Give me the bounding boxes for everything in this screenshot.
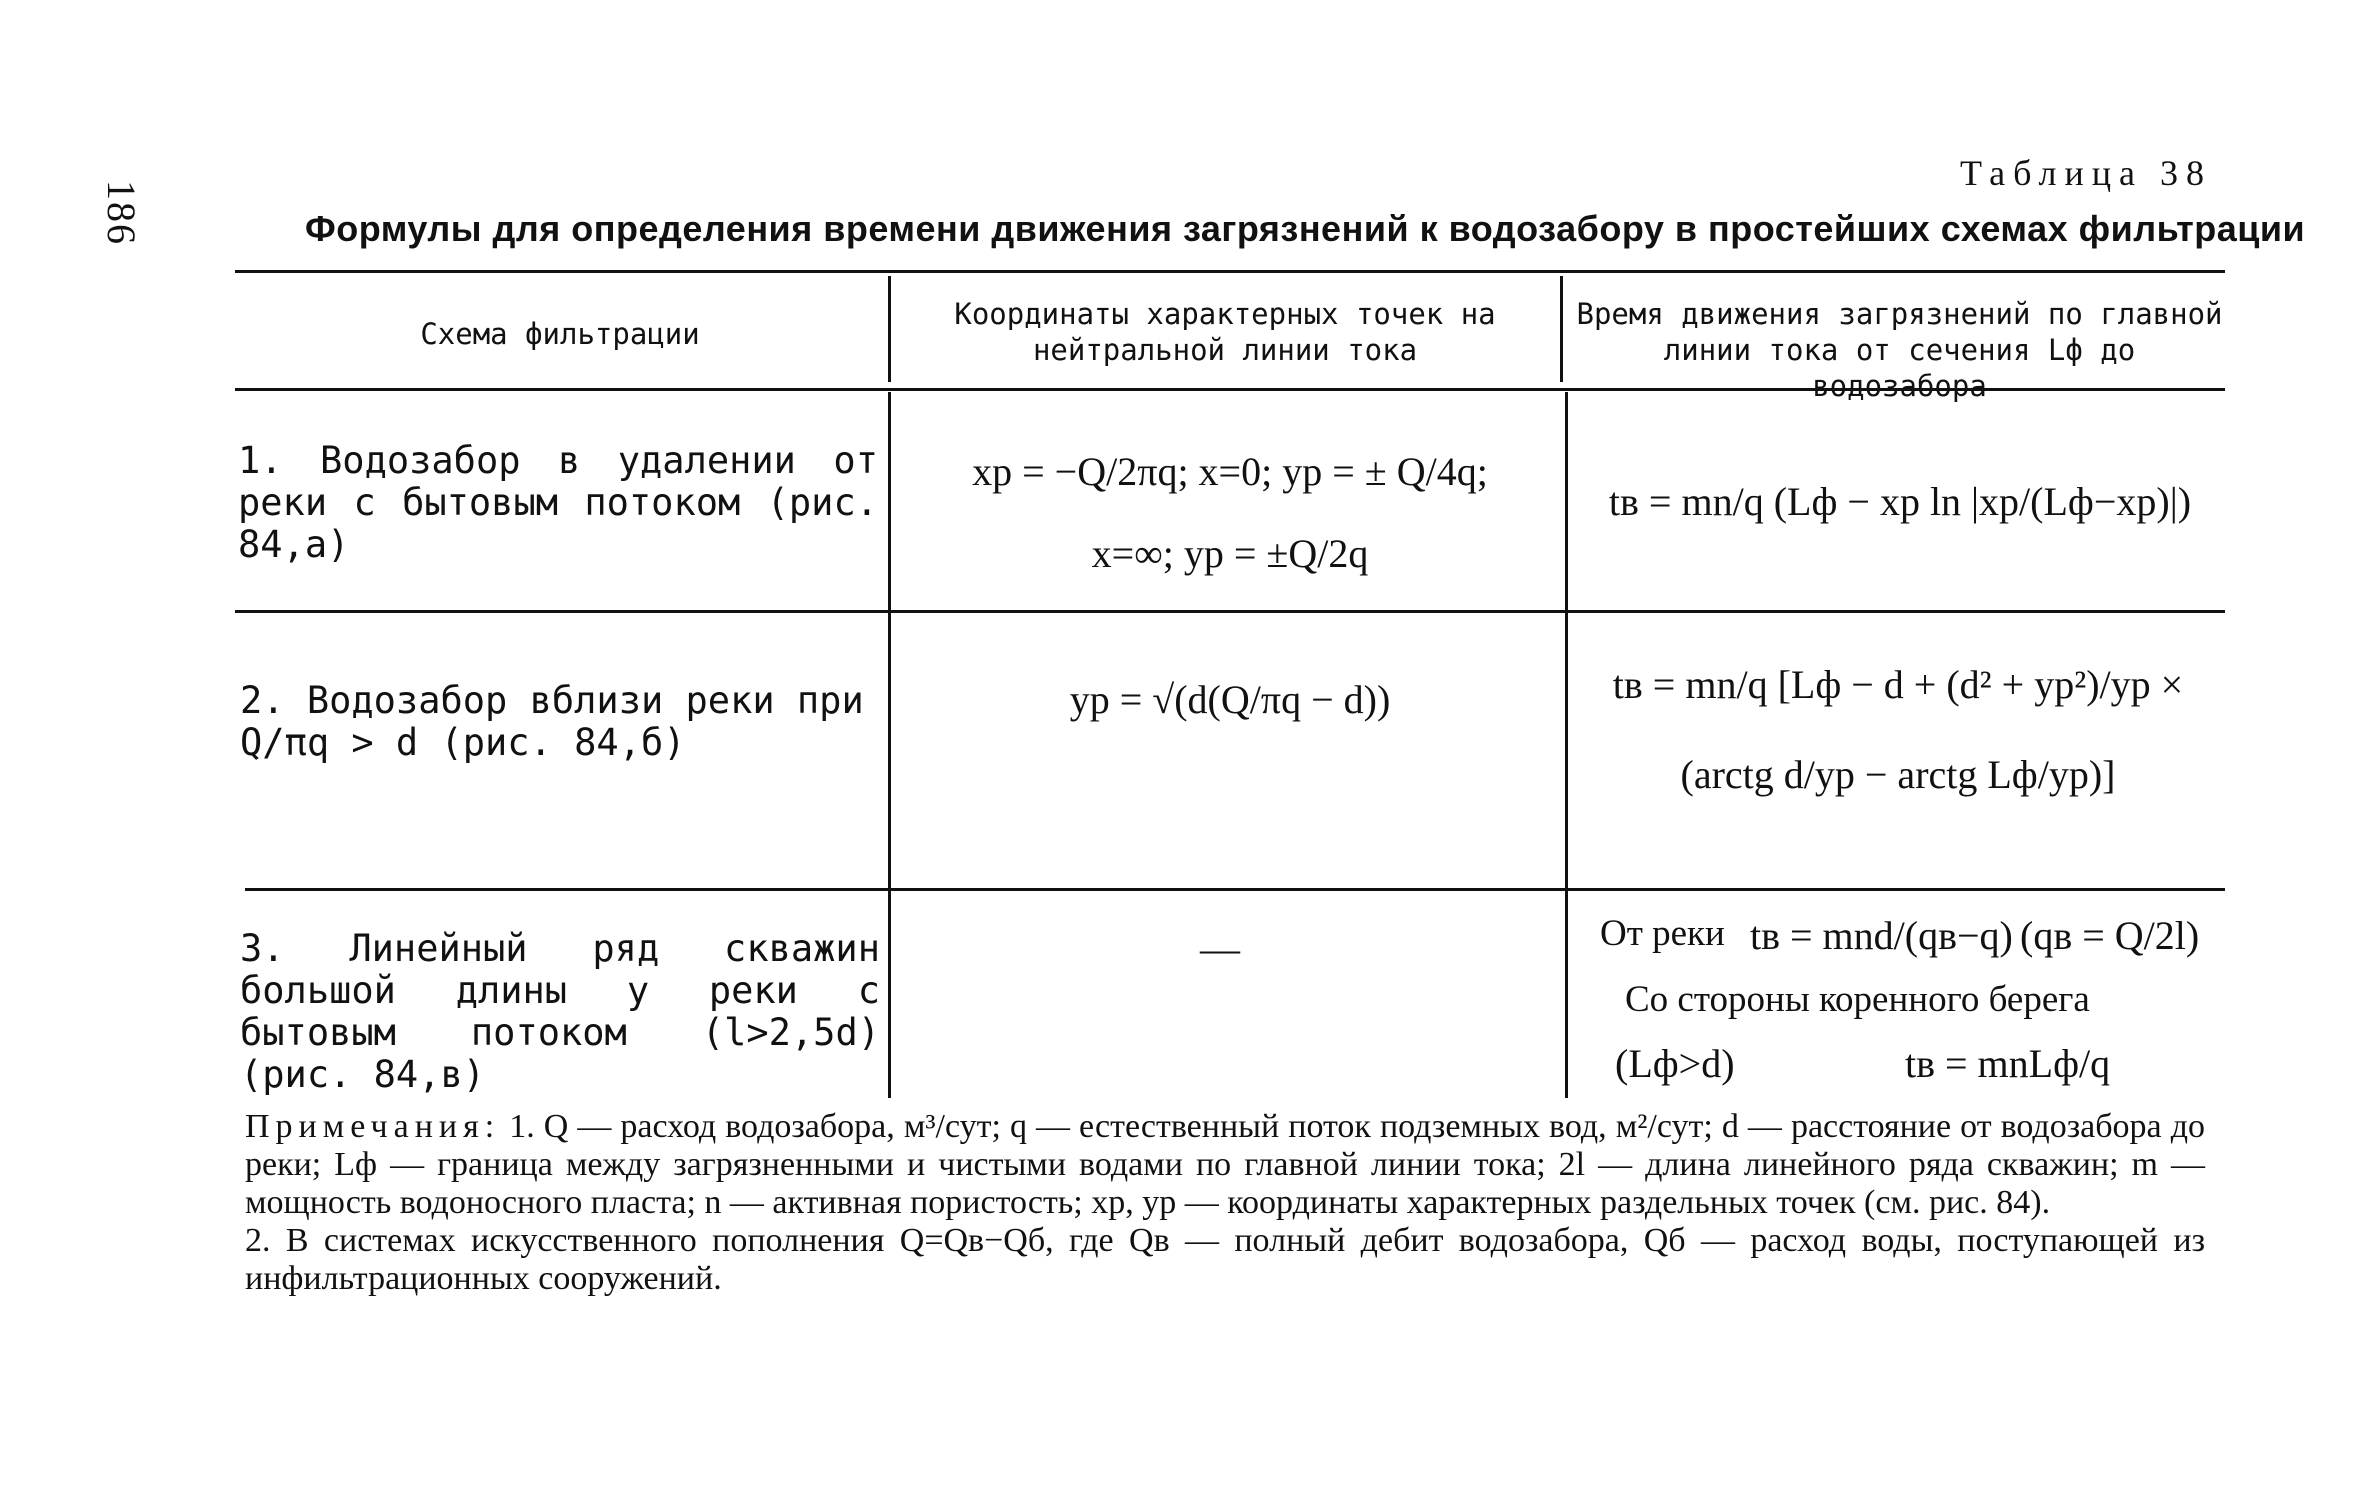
header-divider-1 xyxy=(888,276,891,382)
row2-scheme: 2. Водозабор вблизи реки при Q/πq > d (рис. 84,б) xyxy=(240,679,864,764)
row1-scheme: 1. Водозабор в удалении от реки с бытовым потоком (рис. 84,а) xyxy=(238,439,878,566)
row1-bottom-rule xyxy=(235,610,2225,613)
row3-scheme: 3. Линейный ряд скважин большой длины у реки с бытовым потоком (l>2,5d) (рис. 84,в) xyxy=(240,927,880,1096)
table-top-rule xyxy=(235,270,2225,273)
note-1-text: 1. Q — расход водозабора, м³/сут; q — естественный поток подземных вод, м²/сут; d — расстояние от водозабора до реки; Lф — граница между загрязненными и чистыми водами по главной линии тока; 2l — длина линейного ряда скважин; m — мощность водоносного пласта; n — активная пористость; xр, yр — координаты характерных раздельных точек (см. рис. 84). xyxy=(245,1108,2205,1221)
table-title: Формулы для определения времени движения загрязнений к водозабору в простейших схемах фильтрации xyxy=(305,208,2306,249)
row2-time-formula: tв = mn/q [Lф − d + (d² + yр²)/yр × (arctg d/yр − arctg Lф/yр)] xyxy=(1612,662,2184,797)
note-1 xyxy=(245,1108,2205,1222)
row3-coords-dash: — xyxy=(1200,926,1240,971)
row1-time-formula: tв = mn/q (Lф − xр ln |xр/(Lф−xр)|) xyxy=(1608,479,2192,524)
row3-bank-label: Со стороны коренного берега xyxy=(1625,979,2090,1020)
note-2 xyxy=(245,1222,2205,1298)
row2-coords-formula: yр = √(d(Q/πq − d)) xyxy=(1069,677,1391,722)
column-divider-1 xyxy=(888,392,891,1098)
column-divider-2 xyxy=(1565,392,1568,1098)
row3-bank-formula: tв = mnLф/q xyxy=(1905,1041,2111,1086)
header-scheme: Схема фильтрации xyxy=(420,317,700,351)
note-2-text: 2. В системах искусственного пополнения Q=Qв−Qб, где Qв — полный дебит водозабора, Qб — расход воды, поступающей из инфильтрационных сооружений. xyxy=(245,1222,2205,1297)
header-time: Время движения загрязнений по главной линии тока от сечения Lф до водозабора xyxy=(1576,297,2223,403)
table-label: Таблица 38 xyxy=(1960,153,2212,193)
notes-prefix: Примечания: xyxy=(245,1108,501,1145)
table-notes xyxy=(245,1108,2205,1298)
header-divider-2 xyxy=(1560,276,1563,382)
row3-bank-condition: (Lф>d) xyxy=(1615,1041,1735,1086)
header-coordinates: Координаты характерных точек на нейтральной линии тока xyxy=(954,297,1496,367)
row3-river-condition: (qв = Q/2l) xyxy=(2020,913,2200,958)
row1-coords-line2: x=∞; yр = ±Q/2q xyxy=(1091,531,1369,576)
page-number: 186 xyxy=(99,180,144,246)
row3-river-formula: tв = mnd/(qв−q) xyxy=(1750,913,2013,958)
row3-river-label: От реки xyxy=(1600,913,1725,954)
row2-bottom-rule xyxy=(245,888,2225,891)
row1-coords-line1: xр = −Q/2πq; x=0; yр = ± Q/4q; xyxy=(972,449,1488,494)
